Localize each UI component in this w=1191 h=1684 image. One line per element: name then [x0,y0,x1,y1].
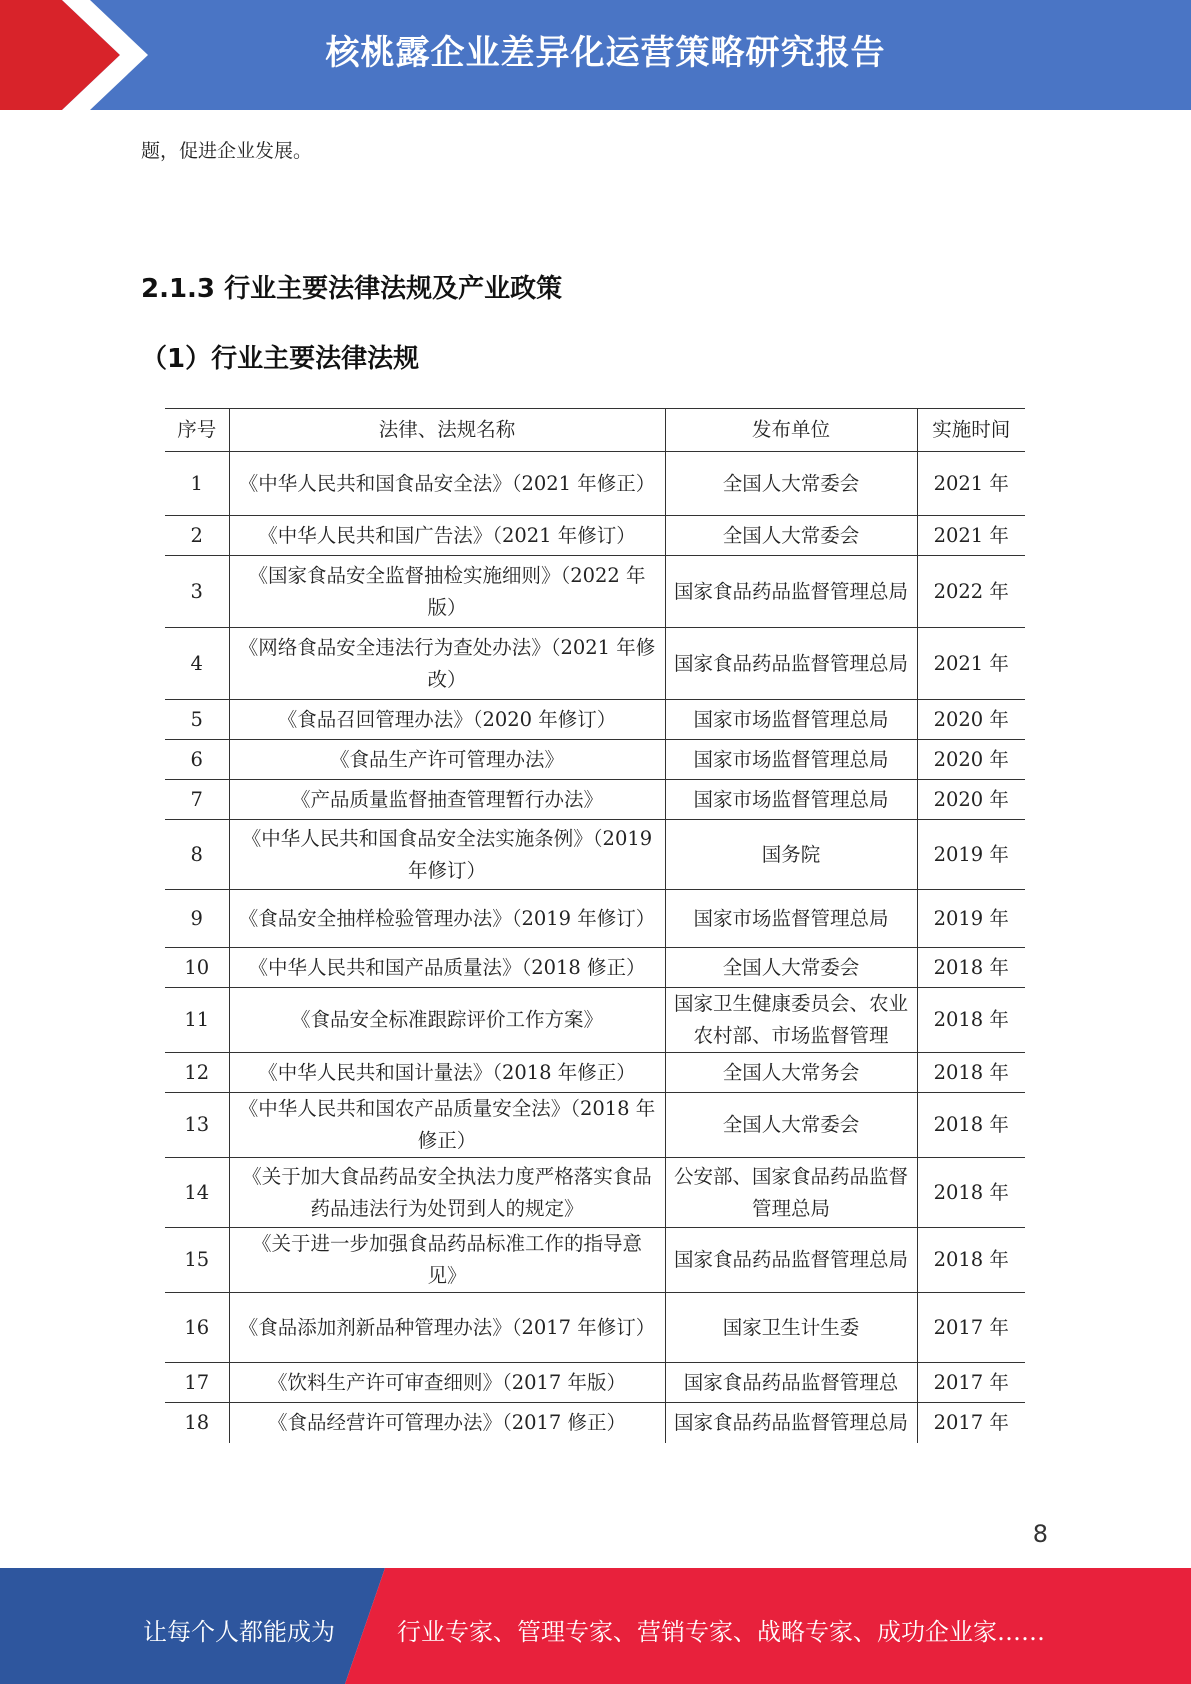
table-row [165,556,1025,628]
row-date: 2018 年 [917,1053,1025,1093]
footer-slogan-left: 让每个人都能成为 [143,1618,335,1646]
row-date: 2018 年 [917,1158,1025,1228]
row-name: 《关于加大食品药品安全执法力度严格落实食品药品违法行为处罚到人的规定》 [229,1158,665,1228]
table-row [165,1053,1025,1093]
table-row [165,1363,1025,1403]
row-no: 1 [165,452,229,516]
row-no: 9 [165,890,229,948]
row-date: 2021 年 [917,516,1025,556]
row-name: 《食品添加剂新品种管理办法》（2017 年修订） [229,1293,665,1363]
row-issuer: 国务院 [665,820,917,890]
row-name: 《中华人民共和国农产品质量安全法》（2018 年修正） [229,1093,665,1158]
row-name: 《食品生产许可管理办法》 [229,740,665,780]
row-date: 2021 年 [917,452,1025,516]
row-date: 2019 年 [917,820,1025,890]
table-row [165,820,1025,890]
row-date: 2018 年 [917,1228,1025,1293]
row-name: 《饮料生产许可审查细则》（2017 年版） [229,1363,665,1403]
table-row [165,1293,1025,1363]
table-row [165,452,1025,516]
row-name: 《食品安全标准跟踪评价工作方案》 [229,988,665,1053]
row-no: 12 [165,1053,229,1093]
row-date: 2018 年 [917,948,1025,988]
row-no: 10 [165,948,229,988]
row-issuer: 国家食品药品监督管理总局 [665,556,917,628]
table-row [165,740,1025,780]
row-issuer: 国家卫生计生委 [665,1293,917,1363]
row-no: 8 [165,820,229,890]
continuation-paragraph: 题，促进企业发展。 [141,140,313,162]
row-name: 《食品召回管理办法》（2020 年修订） [229,700,665,740]
row-date: 2020 年 [917,740,1025,780]
row-date: 2022 年 [917,556,1025,628]
row-issuer: 全国人大常委会 [665,516,917,556]
header-name: 法律、法规名称 [229,409,665,452]
header-issuer: 发布单位 [665,409,917,452]
row-no: 4 [165,628,229,700]
row-issuer: 国家食品药品监督管理总局 [665,628,917,700]
table-row [165,700,1025,740]
row-no: 5 [165,700,229,740]
table-header-row [165,409,1025,452]
row-name: 《国家食品安全监督抽检实施细则》（2022 年版） [229,556,665,628]
row-name: 《中华人民共和国食品安全法》（2021 年修正） [229,452,665,516]
row-date: 2021 年 [917,628,1025,700]
row-issuer: 全国人大常委会 [665,452,917,516]
row-issuer: 公安部、国家食品药品监督管理总局 [665,1158,917,1228]
row-issuer: 国家市场监督管理总局 [665,780,917,820]
page-number: 8 [1032,1520,1048,1548]
row-name: 《食品经营许可管理办法》（2017 修正） [229,1403,665,1443]
row-issuer: 国家市场监督管理总局 [665,700,917,740]
table-row [165,988,1025,1053]
row-no: 2 [165,516,229,556]
row-name: 《中华人民共和国食品安全法实施条例》（2019 年修订） [229,820,665,890]
table-row [165,516,1025,556]
row-issuer: 国家食品药品监督管理总 [665,1363,917,1403]
table-row [165,890,1025,948]
row-issuer: 国家市场监督管理总局 [665,890,917,948]
row-no: 3 [165,556,229,628]
row-name: 《网络食品安全违法行为查处办法》（2021 年修改） [229,628,665,700]
row-no: 17 [165,1363,229,1403]
row-no: 15 [165,1228,229,1293]
row-date: 2020 年 [917,780,1025,820]
table-row [165,780,1025,820]
row-no: 18 [165,1403,229,1443]
table-row [165,628,1025,700]
row-date: 2018 年 [917,1093,1025,1158]
header-date: 实施时间 [917,409,1025,452]
row-issuer: 国家市场监督管理总局 [665,740,917,780]
row-name: 《食品安全抽样检验管理办法》（2019 年修订） [229,890,665,948]
table-row [165,1093,1025,1158]
row-issuer: 全国人大常委会 [665,1093,917,1158]
row-name: 《关于进一步加强食品药品标准工作的指导意见》 [229,1228,665,1293]
row-date: 2017 年 [917,1363,1025,1403]
report-title: 核桃露企业差异化运营策略研究报告 [325,33,886,73]
section-heading: 2.1.3 行业主要法律法规及产业政策 [141,274,563,304]
row-name: 《中华人民共和国计量法》（2018 年修正） [229,1053,665,1093]
row-no: 14 [165,1158,229,1228]
row-issuer: 国家卫生健康委员会、农业农村部、市场监督管理 [665,988,917,1053]
header-no: 序号 [165,409,229,452]
table-row [165,1158,1025,1228]
row-no: 6 [165,740,229,780]
page-header [0,0,1191,110]
row-issuer: 国家食品药品监督管理总局 [665,1403,917,1443]
row-date: 2017 年 [917,1403,1025,1443]
row-name: 《中华人民共和国广告法》（2021 年修订） [229,516,665,556]
laws-table [165,408,1025,1443]
row-name: 《产品质量监督抽查管理暂行办法》 [229,780,665,820]
row-date: 2019 年 [917,890,1025,948]
table-row [165,1403,1025,1443]
row-issuer: 国家食品药品监督管理总局 [665,1228,917,1293]
row-issuer: 全国人大常务会 [665,1053,917,1093]
table-row [165,1228,1025,1293]
row-date: 2018 年 [917,988,1025,1053]
row-no: 16 [165,1293,229,1363]
table-row [165,948,1025,988]
row-date: 2017 年 [917,1293,1025,1363]
row-issuer: 全国人大常委会 [665,948,917,988]
row-no: 13 [165,1093,229,1158]
row-name: 《中华人民共和国产品质量法》（2018 修正） [229,948,665,988]
row-no: 7 [165,780,229,820]
footer-slogan-right: 行业专家、管理专家、营销专家、战略专家、成功企业家…… [397,1618,1045,1646]
row-no: 11 [165,988,229,1053]
subsection-heading: （1）行业主要法律法规 [141,344,420,374]
row-date: 2020 年 [917,700,1025,740]
